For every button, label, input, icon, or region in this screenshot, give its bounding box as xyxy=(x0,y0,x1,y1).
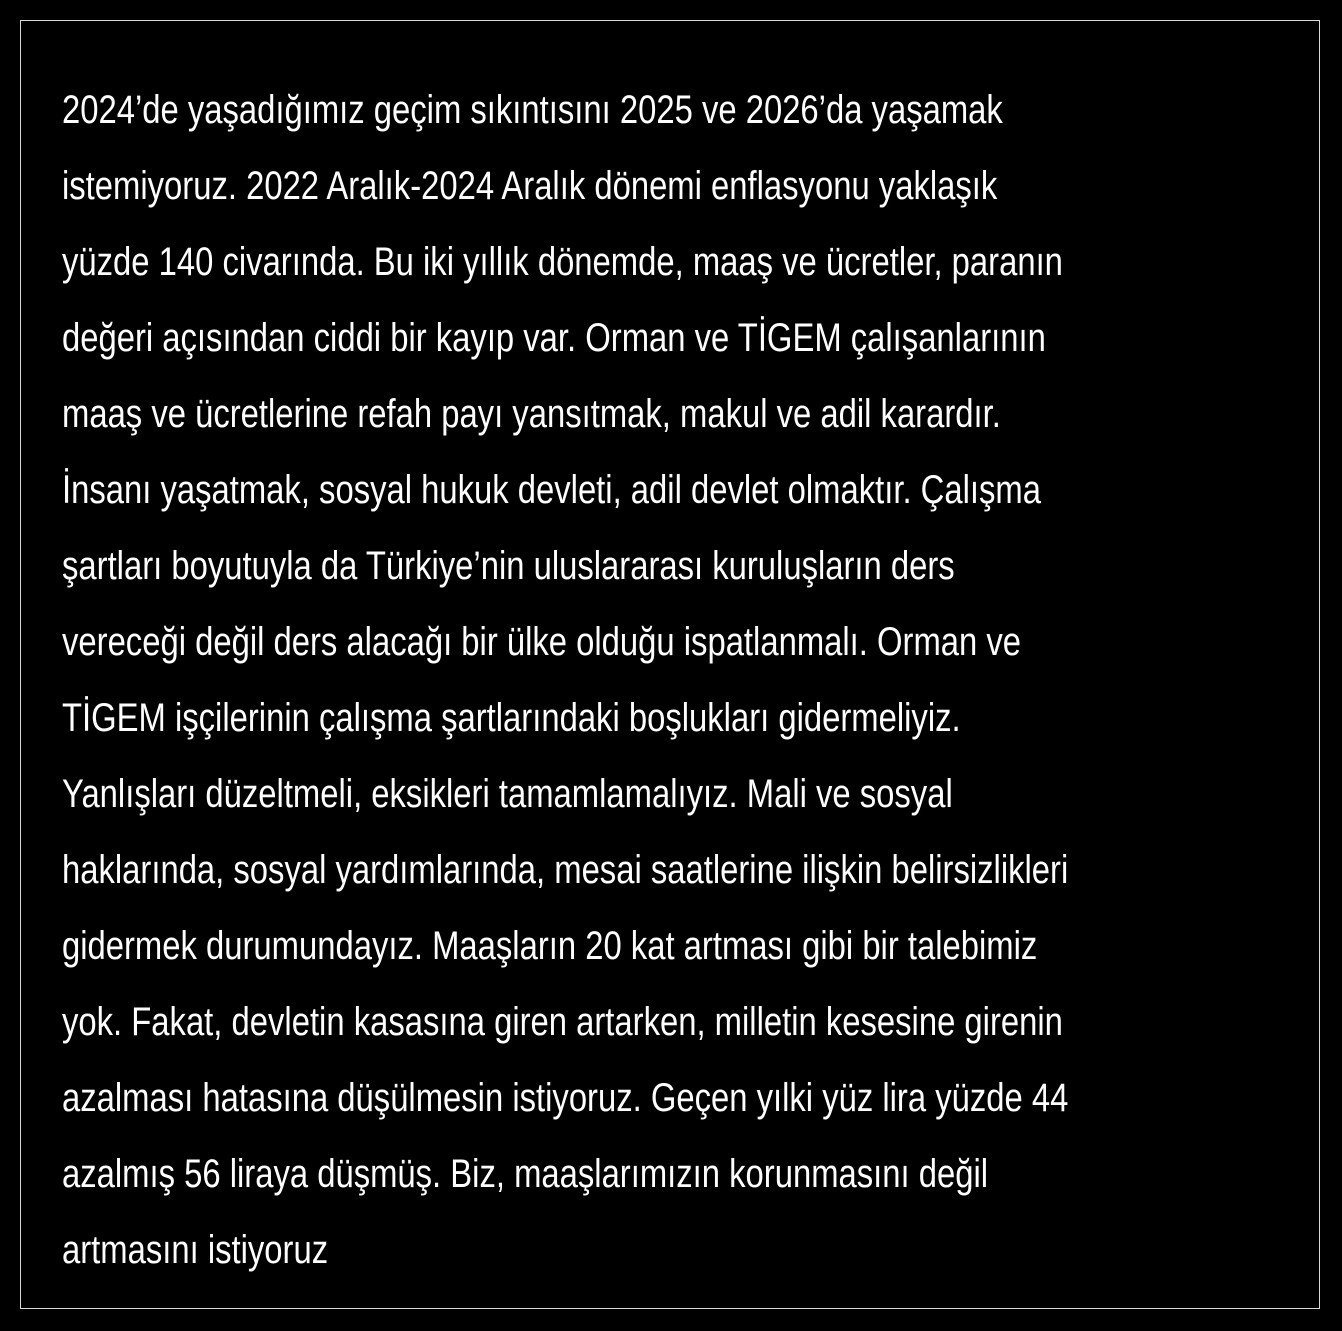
quote-line: vereceği değil ders alacağı bir ülke olduğu ispatlanmalı. Orman ve xyxy=(62,620,1022,664)
quote-line: TİGEM işçilerinin çalışma şartlarındaki boşlukları gidermeliyiz. xyxy=(62,696,961,740)
quote-line: gidermek durumundayız. Maaşların 20 kat artması gibi bir talebimiz xyxy=(62,924,1038,968)
quote-line: azalmış 56 liraya düşmüş. Biz, maaşlarımızın korunmasını değil xyxy=(62,1152,989,1196)
quote-line: yok. Fakat, devletin kasasına giren artarken, milletin kesesine girenin xyxy=(62,1000,1063,1044)
quote-line: şartları boyutuyla da Türkiye’nin uluslararası kuruluşların ders xyxy=(62,544,955,588)
quote-line: 2024’de yaşadığımız geçim sıkıntısını 2025 ve 2026’da yaşamak xyxy=(62,88,1003,132)
quote-line: artmasını istiyoruz xyxy=(62,1228,329,1272)
quote-line: İnsanı yaşatmak, sosyal hukuk devleti, adil devlet olmaktır. Çalışma xyxy=(62,468,1041,512)
quote-text-block xyxy=(62,72,1292,1288)
quote-line: maaş ve ücretlerine refah payı yansıtmak, makul ve adil karardır. xyxy=(62,392,1001,436)
quote-line: yüzde 140 civarında. Bu iki yıllık dönemde, maaş ve ücretler, paranın xyxy=(62,240,1063,284)
quote-line: Yanlışları düzeltmeli, eksikleri tamamlamalıyız. Mali ve sosyal xyxy=(62,772,953,816)
quote-line: değeri açısından ciddi bir kayıp var. Orman ve TİGEM çalışanlarının xyxy=(62,316,1046,360)
quote-line: istemiyoruz. 2022 Aralık-2024 Aralık dönemi enflasyonu yaklaşık xyxy=(62,164,998,208)
quote-line: azalması hatasına düşülmesin istiyoruz. Geçen yılki yüz lira yüzde 44 xyxy=(62,1076,1069,1120)
quote-line: haklarında, sosyal yardımlarında, mesai saatlerine ilişkin belirsizlikleri xyxy=(62,848,1069,892)
